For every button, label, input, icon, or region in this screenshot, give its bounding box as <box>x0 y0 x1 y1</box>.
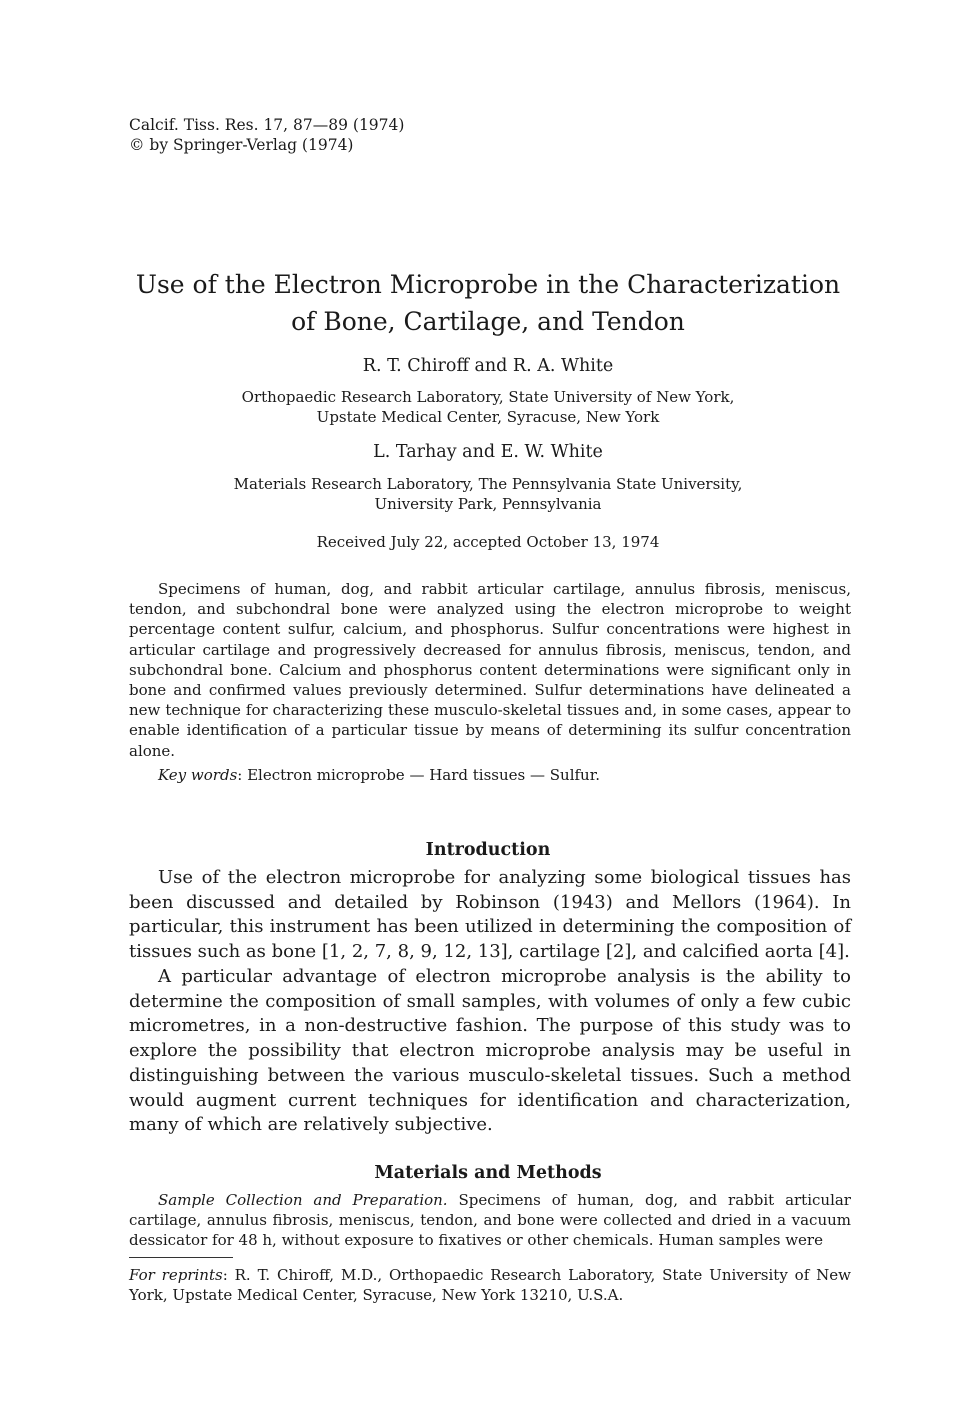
title-line-1: Use of the Electron Microprobe in the Characterization <box>135 270 841 299</box>
introduction-paragraph-1: Use of the electron microprobe for analyzing some biological tissues has been discussed and detailed by Robinson (1943) and Mellors (1964). In particular, this instrument has been utilized in determining the composition of tissues such as bone [1, 2, 7, 8, 9, 12, 13], cartilage [2], and calcified aorta [4]. <box>129 867 851 963</box>
footnote-label: For reprints <box>129 1266 223 1284</box>
footnote <box>129 1265 851 1305</box>
affiliation-1-line-1: Orthopaedic Research Laboratory, State University of New York, <box>241 388 735 406</box>
abstract: Specimens of human, dog, and rabbit articular cartilage, annulus fibrosis, meniscus, tendon, and subchondral bone were analyzed using the electron microprobe to weight percentage content sulfur, calcium, and phosphorus. Sulfur concentrations were highest in articular cartilage and progressively decreased for annulus fibrosis, meniscus, tendon, and subchondral bone. Calcium and phosphorus content determinations were significant only in bone and confirmed values previously determined. Sulfur determinations have delineated a new technique for characterizing these musculo-skeletal tissues and, in some cases, appear to enable identification of a particular tissue by means of determining its sulfur concentration alone. <box>129 580 851 760</box>
affiliation-group-1 <box>0 387 976 427</box>
journal-citation: Calcif. Tiss. Res. 17, 87—89 (1974) <box>129 116 405 134</box>
keywords-label: Key words <box>158 766 238 784</box>
keywords <box>158 765 600 785</box>
affiliation-2-line-1: Materials Research Laboratory, The Pennsylvania State University, <box>233 475 743 493</box>
methods-paragraph <box>129 1190 851 1251</box>
paper-title <box>0 266 976 340</box>
title-line-2: of Bone, Cartilage, and Tendon <box>291 307 685 336</box>
methods-heading: Materials and Methods <box>374 1163 602 1183</box>
journal-copyright: © by Springer-Verlag (1974) <box>129 136 354 154</box>
methods-text: Specimens of human, dog, and rabbit articular cartilage, annulus fibrosis, meniscus, tendon, and bone were collected and dried in a vacuum dessicator for 48 h, without exposure to fixatives or other chemicals. Human samples were <box>129 1191 851 1250</box>
received-dates: Received July 22, accepted October 13, 1974 <box>316 533 660 551</box>
authors-group-2: L. Tarhay and E. W. White <box>373 442 603 462</box>
authors-group-1: R. T. Chiroff and R. A. White <box>362 356 614 376</box>
methods-subheading: Sample Collection and Preparation. <box>158 1191 448 1209</box>
footnote-rule <box>129 1257 233 1258</box>
footnote-text: : R. T. Chiroff, M.D., Orthopaedic Research Laboratory, State University of New York, Upstate Medical Center, Syracuse, New York 13210, U.S.A. <box>129 1266 851 1305</box>
introduction-heading: Introduction <box>425 840 551 860</box>
journal-header <box>129 115 404 155</box>
affiliation-2-line-2: University Park, Pennsylvania <box>374 495 602 513</box>
affiliation-group-2 <box>0 474 976 514</box>
keywords-text: : Electron microprobe — Hard tissues — Sulfur. <box>237 766 601 784</box>
affiliation-1-line-2: Upstate Medical Center, Syracuse, New York <box>316 408 660 426</box>
introduction-paragraph-2: A particular advantage of electron microprobe analysis is the ability to determine the composition of small samples, with volumes of only a few cubic micrometres, in a non-destructive fashion. The purpose of this study was to explore the possibility that electron microprobe analysis may be useful in distinguishing between the various musculo-skeletal tissues. Such a method would augment current techniques for identification and characterization, many of which are relatively subjective. <box>129 966 851 1136</box>
